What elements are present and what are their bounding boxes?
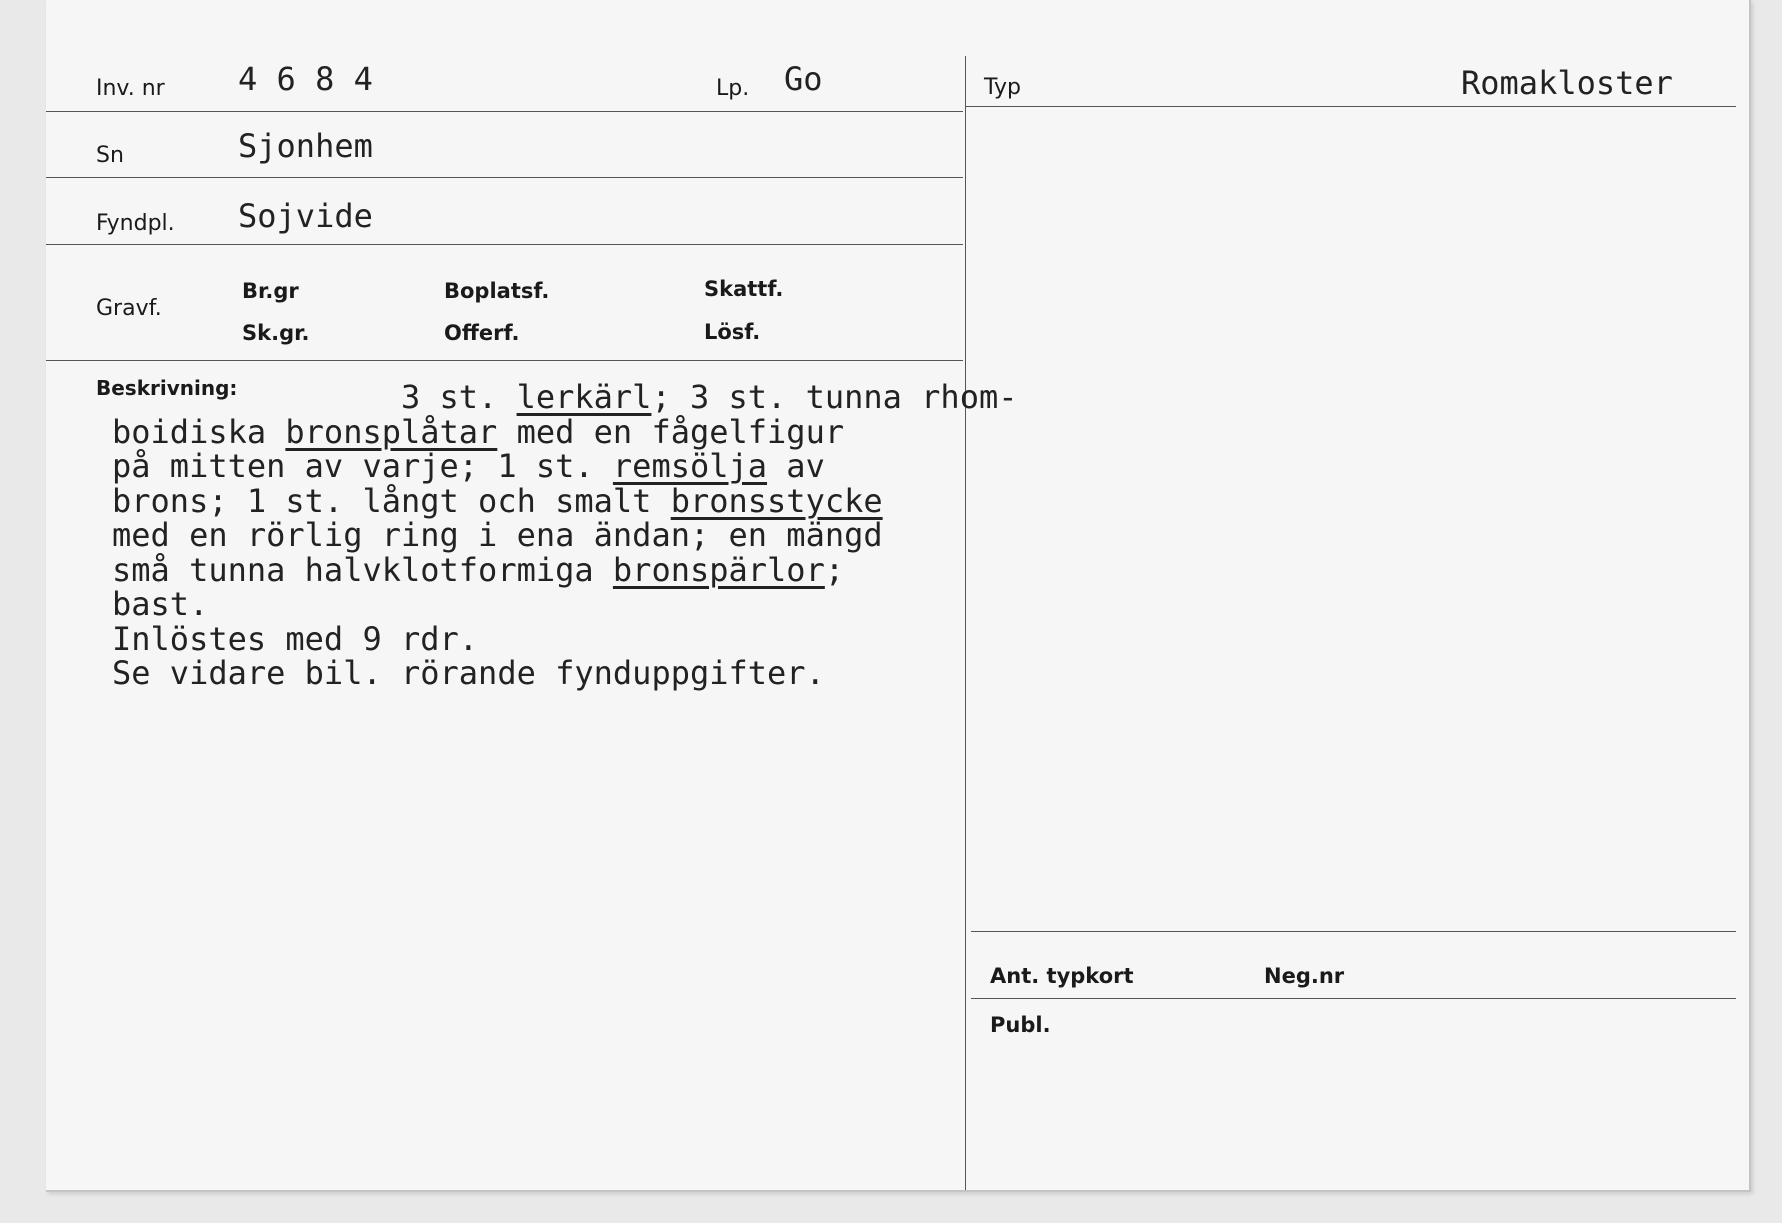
description-line-2: boidiska bronsplåtar med en fågelfigur <box>112 412 845 451</box>
losf-label: Lösf. <box>704 320 761 344</box>
row-divider-fyndpl <box>46 244 963 245</box>
row-divider-typ <box>966 106 1736 107</box>
ant-typkort-label: Ant. typkort <box>990 964 1134 988</box>
beskrivning-label: Beskrivning: <box>96 376 238 400</box>
description-line-3: på mitten av varje; 1 st. remsölja av <box>112 447 825 485</box>
description-line-6: små tunna halvklotformiga bronspärlor; <box>112 550 845 589</box>
fyndpl-label: Fyndpl. <box>96 211 175 236</box>
skattf-label: Skattf. <box>704 277 784 301</box>
inv-nr-label: Inv. nr <box>96 76 165 101</box>
description-line-1: 3 st. lerkärl; 3 st. tunna rhom- <box>400 378 1018 416</box>
row-divider-sn <box>46 177 963 178</box>
row-divider-inv <box>46 111 963 112</box>
neg-nr-label: Neg.nr <box>1264 964 1345 988</box>
description-line-5: med en rörlig ring i ena ändan; en mängd <box>112 516 883 554</box>
row-divider-typ-area <box>971 931 1736 932</box>
gravf-label: Gravf. <box>96 296 162 321</box>
row-divider-gravf <box>46 360 963 361</box>
inv-nr-value: 4 6 8 4 <box>238 60 373 98</box>
sn-label: Sn <box>96 143 124 168</box>
typ-label: Typ <box>984 75 1021 100</box>
sk-gr-label: Sk.gr. <box>242 321 310 345</box>
fyndpl-value: Sojvide <box>238 197 373 235</box>
sn-value: Sjonhem <box>238 127 373 165</box>
description-line-9: Se vidare bil. rörande fynduppgifter. <box>112 654 825 692</box>
row-divider-ant <box>971 998 1736 999</box>
lp-value: Go <box>784 60 823 98</box>
typ-value: Romakloster <box>1461 64 1673 102</box>
publ-label: Publ. <box>990 1013 1051 1037</box>
boplatsf-label: Boplatsf. <box>444 279 550 303</box>
offerf-label: Offerf. <box>444 321 520 345</box>
description-line-8: Inlöstes med 9 rdr. <box>112 619 479 658</box>
lp-label: Lp. <box>716 76 750 101</box>
description-text <box>112 380 1017 691</box>
description-line-4: brons; 1 st. långt och smalt bronsstycke <box>112 481 883 520</box>
br-gr-label: Br.gr <box>242 279 299 303</box>
description-line-7: bast. <box>112 585 209 623</box>
